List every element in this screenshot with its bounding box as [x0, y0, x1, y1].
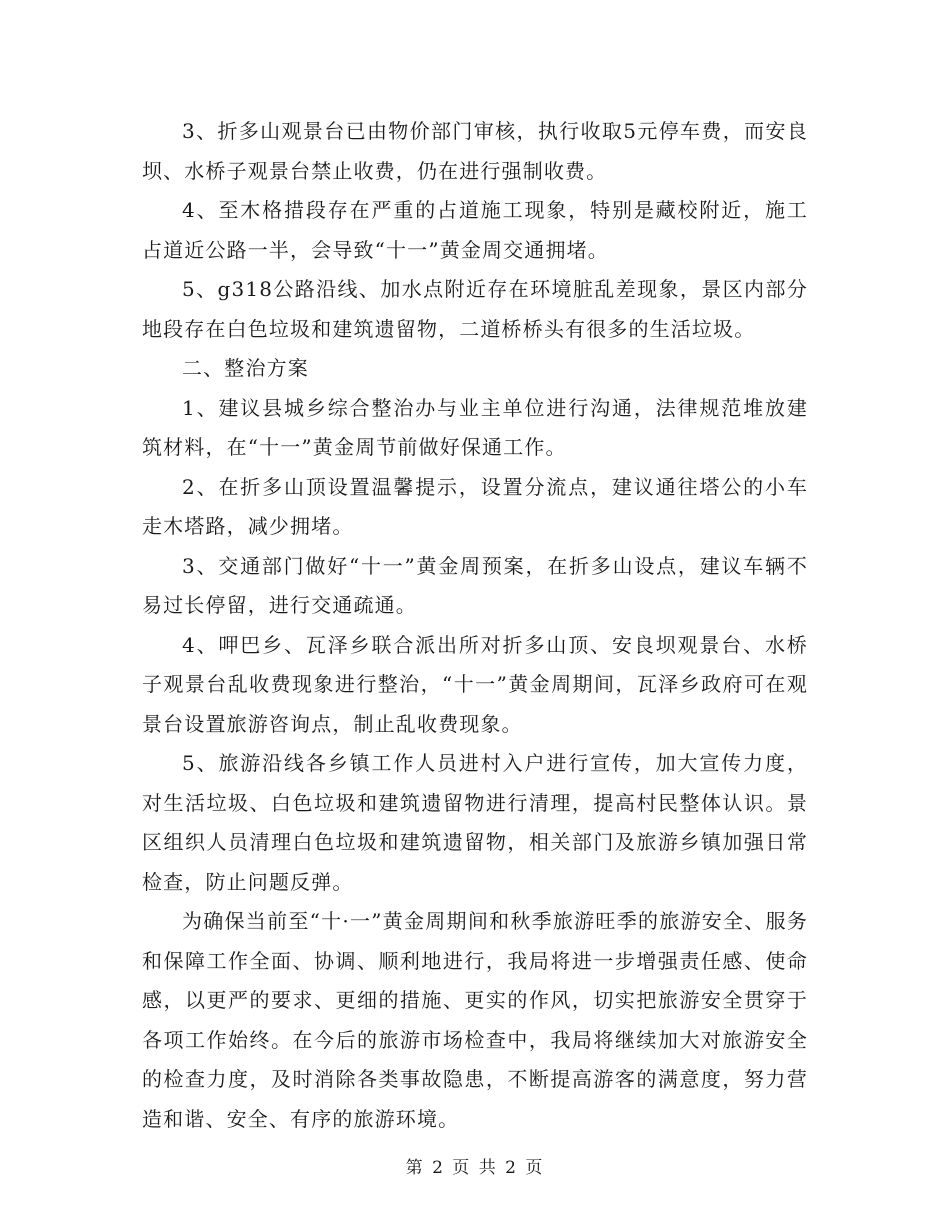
- paragraph-plan-2: 2、在折多山顶设置温馨提示，设置分流点，建议通往塔公的小车走木塔路，减少拥堵。: [142, 474, 808, 538]
- paragraph-issue-3: 3、折多山观景台已由物价部门审核，执行收取5元停车费，而安良坝、水桥子观景台禁止收费，仍在进行强制收费。: [142, 119, 808, 183]
- paragraph-conclusion: 为确保当前至“十·一”黄金周期间和秋季旅游旺季的旅游安全、服务和保障工作全面、协调、顺利地进行，我局将进一步增强责任感、使命感，以更严的要求、更细的措施、更实的作风，切实把旅游安全贯穿于各项工作始终。在今后的旅游市场检查中，我局将继续加大对旅游安全的检查力度，及时消除各类事故隐患，不断提高游客的满意度，努力营造和谐、安全、有序的旅游环境。: [142, 909, 808, 1131]
- paragraph-plan-3: 3、交通部门做好“十一”黄金周预案，在折多山设点，建议车辆不易过长停留，进行交通疏通。: [142, 553, 808, 617]
- document-body: [142, 112, 808, 1139]
- paragraph-plan-5: 5、旅游沿线各乡镇工作人员进村入户进行宣传，加大宣传力度，对生活垃圾、白色垃圾和建筑遗留物进行清理，提高村民整体认识。景区组织人员清理白色垃圾和建筑遗留物，相关部门及旅游乡镇加强日常检查，防止问题反弹。: [142, 751, 808, 894]
- paragraph-plan-4: 4、呷巴乡、瓦泽乡联合派出所对折多山顶、安良坝观景台、水桥子观景台乱收费现象进行整治，“十一”黄金周期间，瓦泽乡政府可在观景台设置旅游咨询点，制止乱收费现象。: [142, 632, 808, 736]
- section-heading-remediation-plan: 二、整治方案: [182, 356, 309, 380]
- page-number: 第 2 页 共 2 页: [405, 1158, 545, 1178]
- paragraph-plan-1: 1、建议县城乡综合整治办与业主单位进行沟通，法律规范堆放建筑材料，在“十一”黄金周节前做好保通工作。: [142, 395, 808, 459]
- paragraph-issue-4: 4、至木格措段存在严重的占道施工现象，特别是藏校附近，施工占道近公路一半，会导致“十一”黄金周交通拥堵。: [142, 198, 808, 262]
- page-footer: [0, 1153, 950, 1178]
- paragraph-issue-5: 5、g318公路沿线、加水点附近存在环境脏乱差现象，景区内部分地段存在白色垃圾和建筑遗留物，二道桥桥头有很多的生活垃圾。: [142, 277, 808, 341]
